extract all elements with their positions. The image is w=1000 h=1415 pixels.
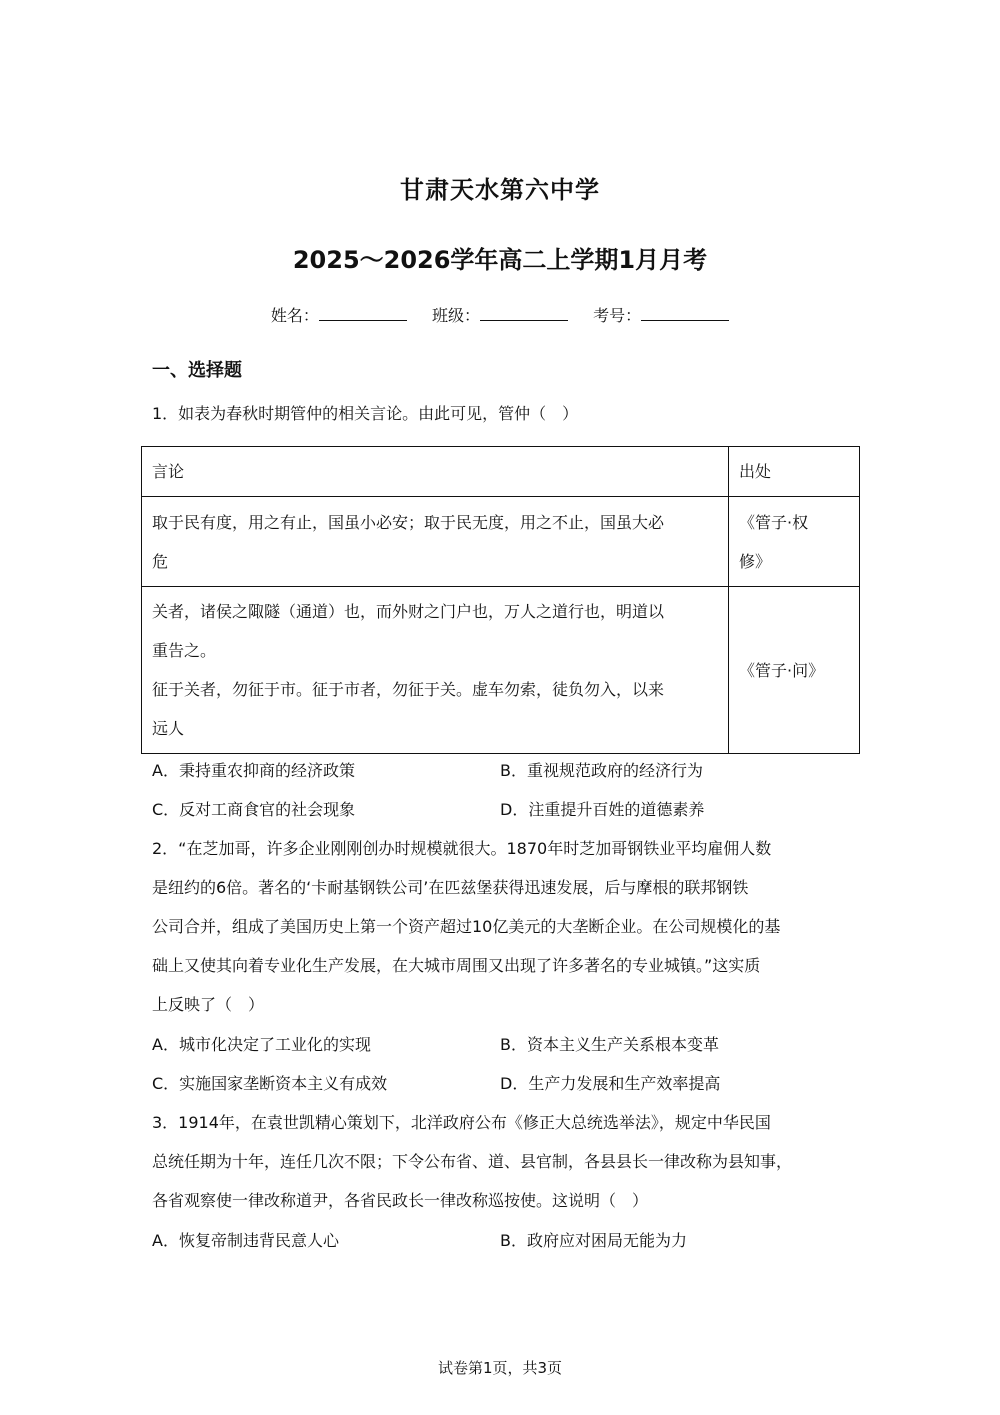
source-line: 修》	[739, 551, 772, 571]
quote-line: 关者，诸侯之陬隧（通道）也，而外财之门户也，万人之道行也，明道以	[152, 602, 665, 621]
quote-line: 征于关者，勿征于市。征于市者，勿征于关。虚车勿索，徒负勿入，以来	[152, 680, 665, 699]
source-line: 《管子·问》	[739, 660, 825, 680]
q2-line: 础上又使其向着专业化生产发展，在大城市周围又出现了许多著名的专业城镇。”这实质	[152, 956, 761, 975]
q2-option-d[interactable]: D．生产力发展和生产效率提高	[500, 1074, 721, 1093]
q1-option-d[interactable]: D．注重提升百姓的道德素养	[500, 800, 705, 819]
name-blank[interactable]	[319, 306, 407, 321]
page-footer: 试卷第1页，共3页	[437, 1359, 563, 1377]
q2-option-a[interactable]: A．城市化决定了工业化的实现	[152, 1035, 371, 1054]
q1-table	[141, 446, 860, 754]
table-row	[142, 497, 860, 587]
exam-title: 2025～2026学年高二上学期1月月考	[292, 246, 708, 274]
quote-line: 危	[152, 551, 169, 571]
q2-option-c[interactable]: C．实施国家垄断资本主义有成效	[152, 1074, 388, 1093]
q1-stem: 1．如表为春秋时期管仲的相关言论。由此可见，管仲（ ）	[152, 404, 579, 423]
q3-option-b[interactable]: B．政府应对困局无能为力	[500, 1231, 687, 1250]
q2-line: 上反映了（ ）	[152, 995, 265, 1014]
q3-line: 各省观察使一律改称道尹，各省民政长一律改称巡按使。这说明（ ）	[152, 1191, 649, 1210]
table-cell-quote	[142, 587, 729, 754]
q2-option-b[interactable]: B．资本主义生产关系根本变革	[500, 1035, 719, 1054]
table-header-row	[142, 447, 860, 497]
student-info-row	[0, 303, 1000, 326]
q2-line: 公司合并，组成了美国历史上第一个资产超过10亿美元的大垄断企业。在公司规模化的基	[152, 917, 781, 936]
table-cell-quote	[142, 497, 729, 587]
exam-number-blank[interactable]	[641, 306, 729, 321]
school-title: 甘肃天水第六中学	[400, 176, 600, 204]
exam-number-label: 考号：	[593, 306, 642, 325]
class-field[interactable]	[432, 303, 568, 326]
q1-option-a[interactable]: A．秉持重农抑商的经济政策	[152, 761, 355, 780]
table-cell-source	[729, 587, 860, 754]
q1-option-b[interactable]: B．重视规范政府的经济行为	[500, 761, 703, 780]
class-blank[interactable]	[480, 306, 568, 321]
q2-line: 2．“在芝加哥，许多企业刚刚创办时规模就很大。1870年时芝加哥钢铁业平均雇佣人数	[152, 839, 772, 858]
quote-line: 远人	[152, 719, 185, 738]
class-label: 班级：	[431, 306, 480, 325]
table-row	[142, 587, 860, 754]
source-line: 《管子·权	[739, 512, 809, 532]
q3-option-a[interactable]: A．恢复帝制违背民意人心	[152, 1231, 339, 1250]
table-cell-source	[729, 497, 860, 587]
table-header-cell: 出处	[729, 447, 860, 497]
section-title: 一、选择题	[152, 360, 242, 381]
table-header-cell: 言论	[142, 447, 729, 497]
quote-line: 取于民有度，用之有止，国虽小必安；取于民无度，用之不止，国虽大必	[152, 512, 665, 532]
q3-line: 总统任期为十年，连任几次不限；下令公布省、道、县官制，各县县长一律改称为县知事，	[152, 1152, 793, 1171]
name-field[interactable]	[271, 303, 407, 326]
q2-line: 是纽约的6倍。著名的‘卡耐基钢铁公司’在匹兹堡获得迅速发展，后与摩根的联邦钢铁	[152, 878, 749, 897]
q3-line: 3．1914年，在袁世凯精心策划下，北洋政府公布《修正大总统选举法》，规定中华民国	[152, 1113, 771, 1132]
exam-number-field[interactable]	[593, 303, 729, 326]
quote-line: 重告之。	[152, 641, 217, 660]
q1-option-c[interactable]: C．反对工商食官的社会现象	[152, 800, 356, 819]
name-label: 姓名：	[270, 306, 319, 325]
